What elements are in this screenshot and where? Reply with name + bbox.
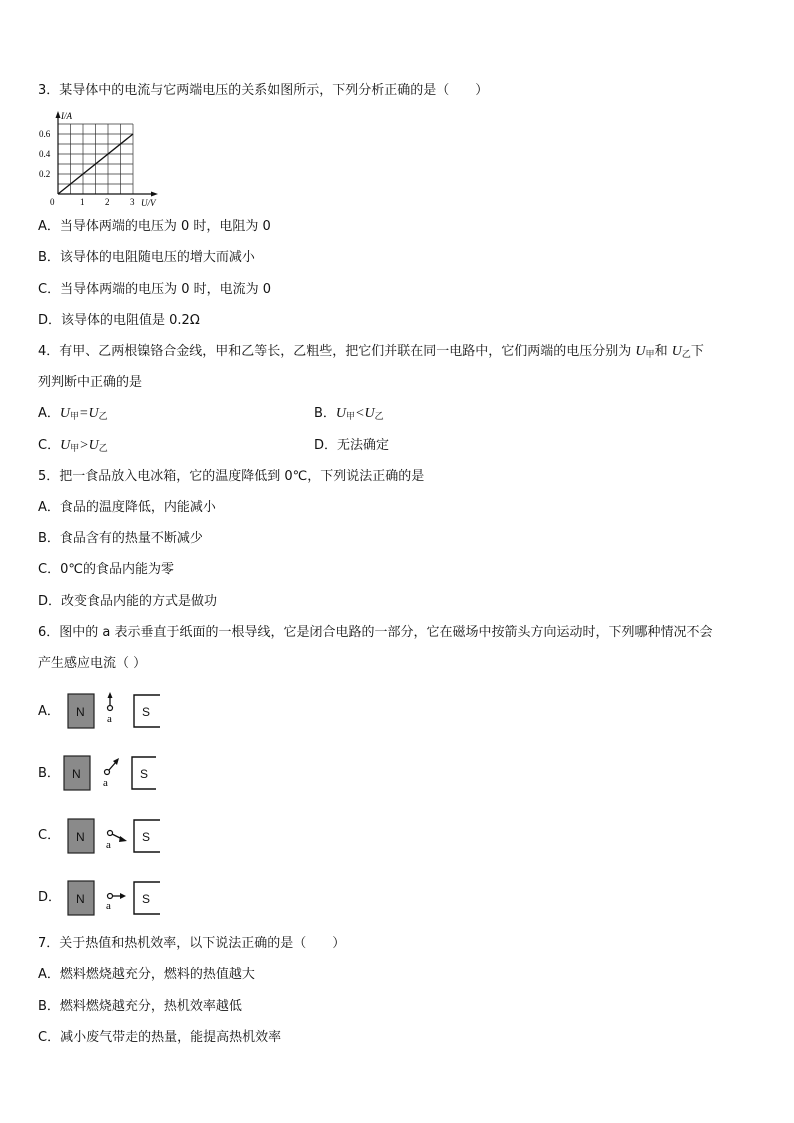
q4-option-d: D．无法确定: [314, 438, 390, 453]
arrow-head: [119, 836, 127, 842]
q6-option-a-letter: A．: [38, 704, 60, 719]
q6-option-b-letter: B．: [38, 766, 60, 781]
q3-option-d: D．该导体的电阻值是 0.2Ω: [38, 313, 200, 328]
q6-stem-line2: 产生感应电流（ ）: [38, 656, 147, 671]
q6-option-a-figure: [66, 690, 166, 732]
q6-option-b-figure: [62, 752, 162, 794]
svg-text:S: S: [142, 705, 151, 719]
wire-a: [108, 706, 113, 711]
q4-option-b: B．$U_甲<U_乙$: [314, 406, 384, 422]
q3-option-a: A．当导体两端的电压为 0 时，电阻为 0: [38, 219, 271, 234]
q3-stem: 3．某导体中的电流与它两端电压的关系如图所示，下列分析正确的是（ ）: [38, 83, 489, 98]
y-axis-label: I/A: [61, 111, 72, 121]
q3-option-c: C．当导体两端的电压为 0 时，电流为 0: [38, 282, 272, 297]
arrow-head: [108, 692, 113, 698]
y-tick-label: 0.2: [39, 169, 51, 179]
svg-text:a: a: [103, 777, 108, 789]
q7-option-c: C．减小废气带走的热量，能提高热机效率: [38, 1030, 282, 1045]
svg-text:a: a: [106, 900, 111, 912]
q4-option-c: C．$U_甲>U_乙$: [38, 438, 108, 454]
svg-text:S: S: [140, 767, 149, 781]
wire-a: [108, 831, 113, 836]
arrow-head: [120, 893, 126, 899]
motion-arrow-up-right: [109, 762, 116, 770]
y-tick-label: 0.4: [39, 149, 51, 159]
y-tick-label: 0.6: [39, 129, 51, 139]
q5-option-b: B．食品含有的热量不断减少: [38, 531, 203, 546]
y-axis-arrow: [56, 111, 61, 118]
q7-stem: 7．关于热值和热机效率，以下说法正确的是（ ）: [38, 936, 346, 951]
x-tick-label: 2: [105, 197, 110, 207]
q3-iu-chart: [36, 108, 166, 210]
q6-option-d-letter: D．: [38, 890, 62, 905]
q6-option-c-letter: C．: [38, 828, 61, 843]
svg-text:S: S: [142, 892, 151, 906]
q4-stem-line2: 列判断中正确的是: [38, 375, 143, 390]
q6-option-d-figure: [66, 877, 166, 919]
wire-a: [108, 894, 113, 899]
origin-label: 0: [50, 197, 55, 207]
q7-option-b: B．燃料燃烧越充分，热机效率越低: [38, 999, 242, 1014]
q5-option-d: D．改变食品内能的方式是做功: [38, 594, 218, 609]
q5-option-a: A．食品的温度降低，内能减小: [38, 500, 216, 515]
x-axis-label: U/V: [141, 198, 156, 208]
q4-stem-line1: 4．有甲、乙两根镍铬合金线，甲和乙等长，乙粗些，把它们并联在同一电路中，它们两端的电压分别为 $U_甲$和 $U_乙$下: [38, 344, 704, 360]
q7-option-a: A．燃料燃烧越充分，燃料的热值越大: [38, 967, 255, 982]
q5-stem: 5．把一食品放入电冰箱，它的温度降低到 0℃，下列说法正确的是: [38, 469, 425, 484]
wire-a: [105, 770, 110, 775]
q6-stem-line1: 6．图中的 a 表示垂直于纸面的一根导线，它是闭合电路的一部分，它在磁场中按箭头方向运动时，下列哪种情况不会: [38, 625, 713, 640]
svg-text:N: N: [76, 830, 85, 844]
svg-text:a: a: [106, 839, 111, 851]
svg-text:N: N: [76, 705, 85, 719]
q4-option-a: A．$U_甲=U_乙$: [38, 406, 108, 422]
svg-text:S: S: [142, 830, 151, 844]
q5-option-c: C．0℃的食品内能为零: [38, 562, 174, 577]
x-tick-label: 1: [80, 197, 85, 207]
q3-option-b: B．该导体的电阻随电压的增大而减小: [38, 250, 255, 265]
svg-text:N: N: [76, 892, 85, 906]
x-axis-arrow: [151, 192, 158, 197]
svg-text:N: N: [72, 767, 81, 781]
svg-text:a: a: [107, 713, 112, 725]
x-tick-label: 3: [130, 197, 135, 207]
q6-option-c-figure: [66, 815, 166, 857]
